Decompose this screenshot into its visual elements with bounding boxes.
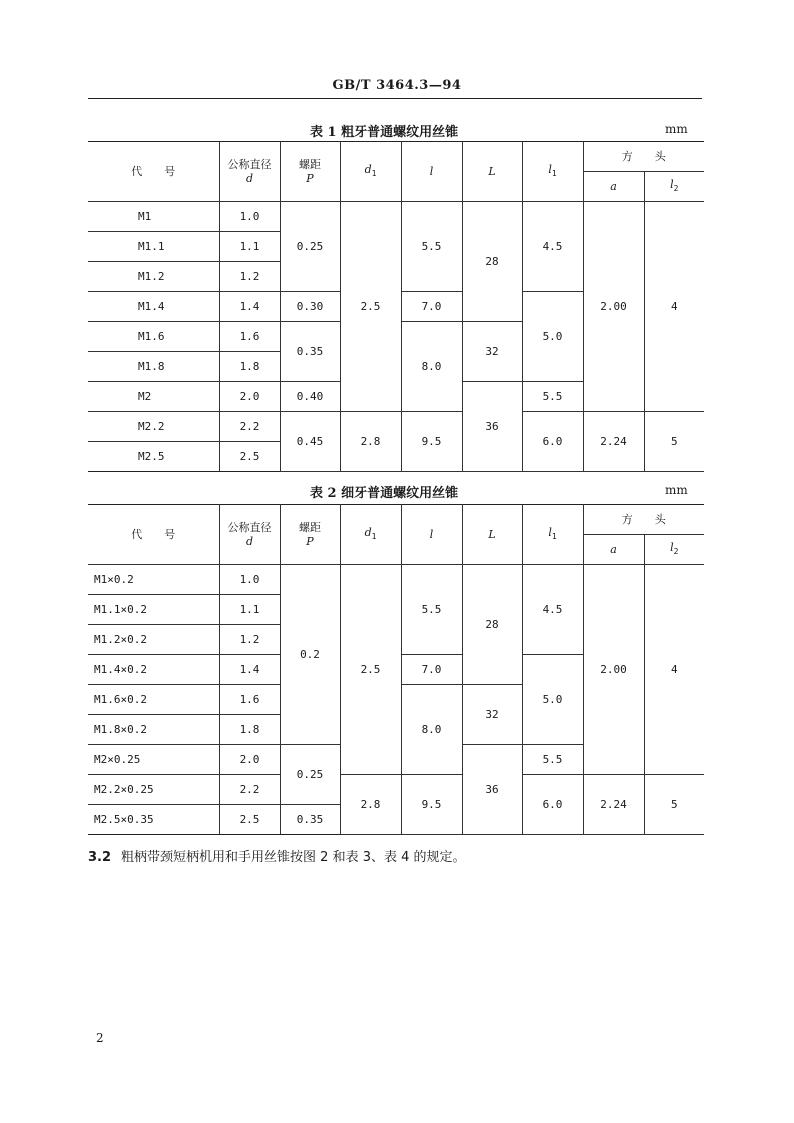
table1-L: 36 [462,382,522,472]
table2-code: M2×0.25 [88,745,219,775]
table1-d1: 2.5 [340,202,401,412]
table1-d: 2.2 [219,412,280,442]
table2-l: 9.5 [401,775,462,835]
table2-l1: 5.5 [522,745,583,775]
clause-number: 3.2 [88,850,112,865]
table2-code: M1.2×0.2 [88,625,219,655]
table1-header-a: a [583,172,644,202]
table2-d: 1.8 [219,715,280,745]
table1-pitch: 0.35 [280,322,340,382]
table1-header-l1: $l_1$ [522,142,583,202]
table1-caption: 表 1 粗牙普通螺纹用丝锥 [310,125,459,140]
table2-code: M1.4×0.2 [88,655,219,685]
table2-l: 5.5 [401,565,462,655]
table1-header-code: 代 号 [88,142,219,202]
document-code: GB/T 3464.3—94 [332,78,462,93]
table2-header-a: a [583,535,644,565]
table1-l: 5.5 [401,202,462,292]
table2-d1: 2.5 [340,565,401,775]
table2-d: 1.6 [219,685,280,715]
table1-header-l: l [401,142,462,202]
table2-header-square: 方 头 [583,505,704,535]
table1-pitch: 0.45 [280,412,340,472]
table1-code: M2 [88,382,219,412]
table1-code: M1.8 [88,352,219,382]
table1-l1: 5.0 [522,292,583,382]
table1-d: 2.5 [219,442,280,472]
table1-L: 32 [462,322,522,382]
table1 [88,141,704,472]
table2-code: M1.1×0.2 [88,595,219,625]
table1-code: M2.2 [88,412,219,442]
table2-header-L: L [462,505,522,565]
table1-l1: 5.5 [522,382,583,412]
table1-code: M1.4 [88,292,219,322]
header-rule [88,98,702,99]
table1-d: 1.6 [219,322,280,352]
table2-L: 32 [462,685,522,745]
clause-text: 粗柄带颈短柄机用和手用丝锥按图 2 和表 3、表 4 的规定。 [121,850,466,865]
table1-pitch: 0.30 [280,292,340,322]
table1-d: 1.4 [219,292,280,322]
table2-caption: 表 2 细牙普通螺纹用丝锥 [310,486,459,501]
table2-pitch: 0.35 [280,805,340,835]
table1-a: 2.24 [583,412,644,472]
table1-l1: 6.0 [522,412,583,472]
table2-header-code: 代 号 [88,505,219,565]
table2-pitch: 0.2 [280,565,340,745]
table1-d: 1.1 [219,232,280,262]
table1-d: 1.0 [219,202,280,232]
table2-header-nominal-diameter: 公称直径 d [219,505,280,565]
table1-header-d1: $d_1$ [340,142,401,202]
page-number: 2 [96,1031,104,1045]
table2-header-d1: $d_1$ [340,505,401,565]
table1-pitch: 0.25 [280,202,340,292]
table1-code: M2.5 [88,442,219,472]
table2-d: 1.4 [219,655,280,685]
table2-code: M2.5×0.35 [88,805,219,835]
table1-l: 8.0 [401,322,462,412]
table1-header-square: 方 头 [583,142,704,172]
table1-l: 9.5 [401,412,462,472]
table1-header-nominal-diameter: 公称直径 d [219,142,280,202]
table1-header-l2: $l_2$ [644,172,704,202]
table2-d: 1.1 [219,595,280,625]
table2-header-l2: $l_2$ [644,535,704,565]
table2-a: 2.00 [583,565,644,775]
table2-code: M1.8×0.2 [88,715,219,745]
table2-header-pitch: 螺距 P [280,505,340,565]
table2-l1: 4.5 [522,565,583,655]
table1-unit: mm [665,122,688,136]
table2-code: M1×0.2 [88,565,219,595]
table2-d: 2.2 [219,775,280,805]
table1-d1: 2.8 [340,412,401,472]
table2-a: 2.24 [583,775,644,835]
table2-d: 2.0 [219,745,280,775]
table-row [88,412,704,442]
table2-L: 36 [462,745,522,835]
table2-d1: 2.8 [340,775,401,835]
table2-l1: 6.0 [522,775,583,835]
table2-header-l1: $l_1$ [522,505,583,565]
table1-header-pitch: 螺距 P [280,142,340,202]
table2-l1: 5.0 [522,655,583,745]
table2-code: M1.6×0.2 [88,685,219,715]
table1-L: 28 [462,202,522,322]
table2-l2: 4 [644,565,704,775]
table1-d: 2.0 [219,382,280,412]
table-row [88,202,704,232]
clause-3-2 [88,846,466,865]
table2-code: M2.2×0.25 [88,775,219,805]
table1-code: M1.2 [88,262,219,292]
table2-l2: 5 [644,775,704,835]
table2 [88,504,704,835]
table1-header-L: L [462,142,522,202]
table2-l: 8.0 [401,685,462,775]
table2-unit: mm [665,483,688,497]
table2-pitch: 0.25 [280,745,340,805]
table2-d: 2.5 [219,805,280,835]
table1-l2: 4 [644,202,704,412]
table1-code: M1.1 [88,232,219,262]
table-row [88,565,704,595]
table2-l: 7.0 [401,655,462,685]
table2-header-l: l [401,505,462,565]
table2-d: 1.2 [219,625,280,655]
table1-l1: 4.5 [522,202,583,292]
table1-d: 1.8 [219,352,280,382]
table2-d: 1.0 [219,565,280,595]
table1-code: M1 [88,202,219,232]
table-row [88,775,704,805]
table1-a: 2.00 [583,202,644,412]
table1-l: 7.0 [401,292,462,322]
table1-pitch: 0.40 [280,382,340,412]
table2-L: 28 [462,565,522,685]
table1-code: M1.6 [88,322,219,352]
table1-l2: 5 [644,412,704,472]
table1-d: 1.2 [219,262,280,292]
